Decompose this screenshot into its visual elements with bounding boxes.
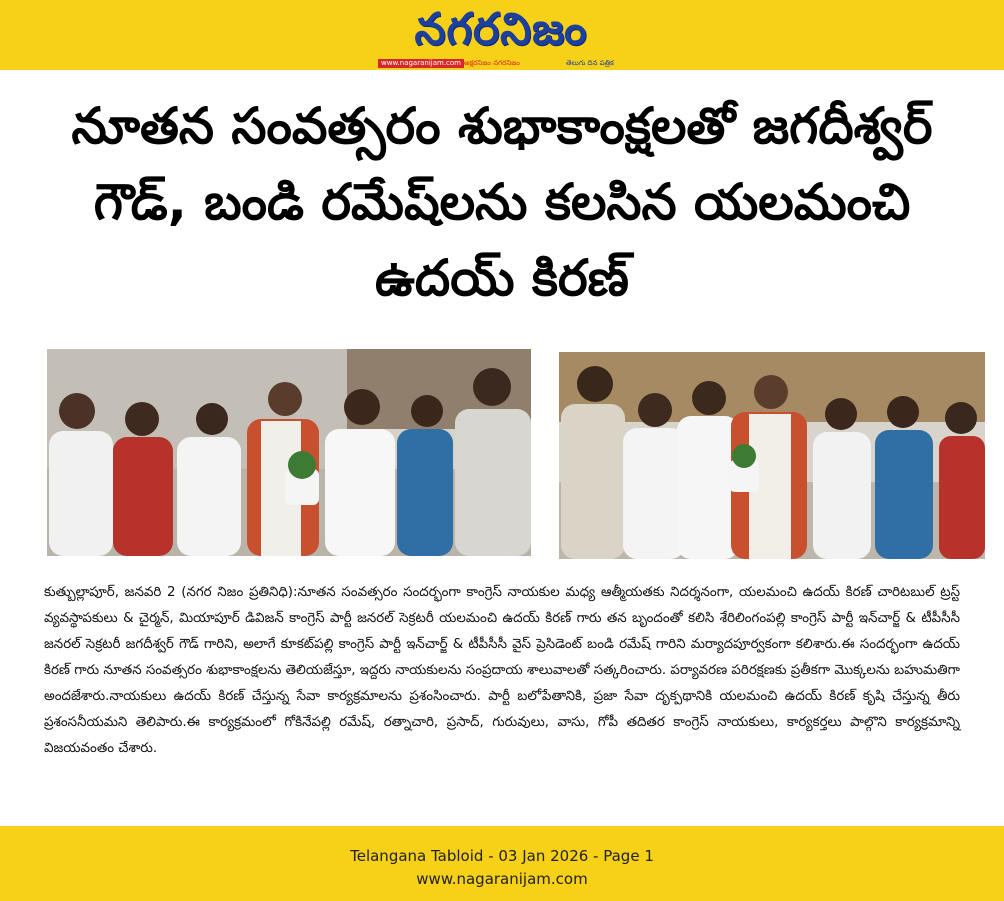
article-headline: నూతన సంవత్సరం శుభాకాంక్షలతో జగదీశ్వర్ గౌడ్, బండి రమేష్‌లను కలసిన యలమంచి ఉదయ్ కిరణ్ — [71, 97, 933, 307]
article-photo-right — [559, 352, 985, 559]
masthead — [0, 0, 1004, 70]
newspaper-logo — [378, 4, 624, 68]
article-body: కుత్బుల్లాపూర్, జనవరి 2 (నగర నిజం ప్రతినిధి):నూతన సంవత్సరం సందర్భంగా కాంగ్రెస్ నాయకుల మధ్య ఆత్మీయతకు నిదర్శనంగా, యలమంచి ఉదయ్ కిరణ్ చారిటబుల్ ట్రస్ట్ వ్యవస్థాపకులు & చైర్మన్, మియాపూర్ డివిజన్ కాంగ్రెస్ పార్టీ జనరల్ సెక్రటరీ యలమంచి ఉదయ్ కిరణ్ గారు తన బృందంతో కలిసి శేరిలింగంపల్లి కాంగ్రెస్ పార్టీ ఇన్‌చార్జ్ & టీపీసీసీ జనరల్ సెక్రటరీ జగదీశ్వర్ గౌడ్ గారిని, అలాగే కూకట్‌పల్లి కాంగ్రెస్ పార్టీ ఇన్‌చార్జ్ & టీపీసీసీ వైస్ ప్రెసిడెంట్ బండి రమేష్ గారిని మర్యాదపూర్వకంగా కలిశారు.ఈ సందర్భంగా ఉదయ్ కిరణ్ గారు నూతన సంవత్సరం శుభాకాంక్షలను తెలియజేస్తూ, ఇద్దరు నాయకులను సంప్రదాయ శాలువాలతో సత్కరించారు. పర్యావరణ పరిరక్షణకు ప్రతీకగా మొక్కలను బహుమతిగా అందజేశారు.నాయకులు ఉదయ్ కిరణ్ చేస్తున్న సేవా కార్యక్రమాలను ప్రశంసించారు. పార్టీ బలోపేతానికి, ప్రజా సేవా దృక్పథానికి యలమంచి ఉదయ్ కిరణ్ కృషి చేస్తున్న తీరు ప్రశంసనీయమని తెలిపారు.ఈ కార్యక్రమంలో గోకినేపల్లి రమేష్, రత్నాచారి, ప్రసాద్, గురువులు, వాసు, గోపీ తదితర కాంగ్రెస్ నాయకులు, కార్యకర్తలు పాల్గొని కార్యక్రమాన్ని విజయవంతం చేశారు. — [44, 585, 960, 756]
website-link[interactable]: www.nagaranijam.com — [416, 870, 588, 888]
photo-group-meeting-left — [47, 349, 531, 556]
photo-group-meeting-right — [559, 352, 985, 559]
logo-text: నగరనిజం — [414, 4, 588, 55]
edition-info: Telangana Tabloid - 03 Jan 2026 - Page 1 — [350, 847, 654, 865]
logo-url: www.nagaranijam.com — [378, 59, 464, 68]
page-footer — [0, 826, 1004, 901]
logo-tagline-secondary: తెలుగు దిన పత్రిక — [566, 59, 614, 67]
article-photo-left — [47, 349, 531, 556]
logo-tagline: అక్షరనిజం నగరనిజం — [464, 59, 520, 67]
